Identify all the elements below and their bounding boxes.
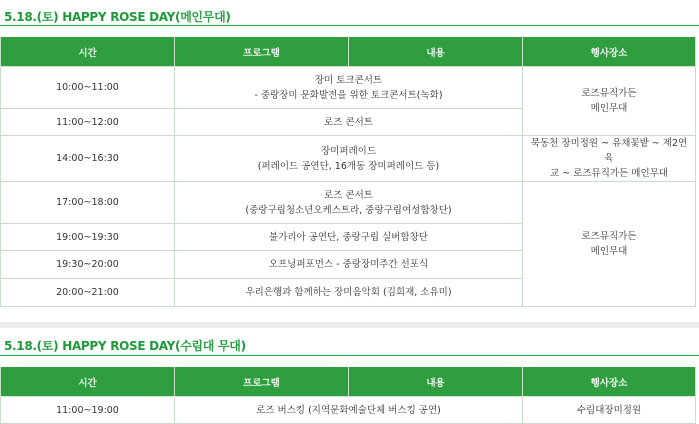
header-time: 시간 xyxy=(1,37,175,67)
time-cell: 11:00~12:00 xyxy=(1,109,175,136)
table-header-row xyxy=(1,367,696,397)
section-divider xyxy=(0,355,699,356)
venue-cell xyxy=(523,182,696,307)
venue-cell: 수림대장미정원 xyxy=(523,397,696,424)
header-venue: 행사장소 xyxy=(523,367,696,397)
table-row xyxy=(1,397,696,424)
program-cell xyxy=(175,397,523,424)
venue-line: 메인무대 xyxy=(590,246,628,257)
header-program: 프로그램 xyxy=(175,367,349,397)
time-cell: 17:00~18:00 xyxy=(1,182,175,224)
header-program: 프로그램 xyxy=(175,37,349,67)
surimdae-stage-schedule-table xyxy=(0,367,696,424)
header-content: 내용 xyxy=(349,37,523,67)
venue-line: 교 ~ 로즈뮤직가든 메인무대 xyxy=(550,168,668,179)
header-time: 시간 xyxy=(1,367,175,397)
section-gap xyxy=(0,322,699,328)
section-divider xyxy=(0,25,699,26)
venue-cell xyxy=(523,136,696,182)
venue-line: 묵동천 장미정원 ~ 유채꽃밭 ~ 제2연육 xyxy=(530,138,688,164)
program-cell xyxy=(175,251,523,279)
table-header-row xyxy=(1,37,696,67)
time-cell: 14:00~16:30 xyxy=(1,136,175,182)
program-line: 로즈 콘서트 xyxy=(324,189,373,201)
program-line: (퍼레이드 공연단, 16개동 장미퍼레이드 등) xyxy=(257,160,440,172)
header-venue: 행사장소 xyxy=(523,37,696,67)
program-line: 장미퍼레이드 xyxy=(320,145,377,157)
venue-line: 로즈뮤직가든 xyxy=(581,88,637,99)
time-cell: 10:00~11:00 xyxy=(1,67,175,109)
section-title-surimdae-stage: 5.18.(토) HAPPY ROSE DAY(수림대 무대) xyxy=(4,339,246,353)
table-row xyxy=(1,182,696,224)
venue-line: 메인무대 xyxy=(590,103,628,114)
section-title-main-stage: 5.18.(토) HAPPY ROSE DAY(메인무대) xyxy=(4,10,231,24)
program-line: 오프닝퍼포먼스 - 중랑장미주간 선포식 xyxy=(268,259,429,270)
time-cell: 19:00~19:30 xyxy=(1,224,175,251)
program-line: (중랑구립청소년오케스트라, 중랑구립여성합창단) xyxy=(245,204,452,216)
venue-line: 로즈뮤직가든 xyxy=(581,231,637,242)
program-cell xyxy=(175,67,523,109)
table-row xyxy=(1,136,696,182)
time-cell: 20:00~21:00 xyxy=(1,279,175,307)
program-cell xyxy=(175,136,523,182)
program-cell xyxy=(175,279,523,307)
program-line: 장미 토크콘서트 xyxy=(314,74,383,86)
program-cell xyxy=(175,224,523,251)
time-cell: 19:30~20:00 xyxy=(1,251,175,279)
program-line: 로즈 버스킹 (지역문화예술단체 버스킹 공연) xyxy=(256,404,441,416)
main-stage-schedule-table xyxy=(0,37,696,307)
program-cell xyxy=(175,182,523,224)
program-line: 로즈 콘서트 xyxy=(324,116,373,128)
header-content: 내용 xyxy=(349,367,523,397)
program-line: 우리은행과 함께하는 장미음악회 (김희재, 소유미) xyxy=(245,287,452,298)
program-cell xyxy=(175,109,523,136)
program-line: - 중랑장미 문화발전을 위한 토크콘서트(녹화) xyxy=(254,89,443,101)
table-row xyxy=(1,67,696,109)
program-line: 불가리아 공연단, 중랑구립 실버합창단 xyxy=(269,231,428,243)
time-cell: 11:00~19:00 xyxy=(1,397,175,424)
venue-cell xyxy=(523,67,696,136)
